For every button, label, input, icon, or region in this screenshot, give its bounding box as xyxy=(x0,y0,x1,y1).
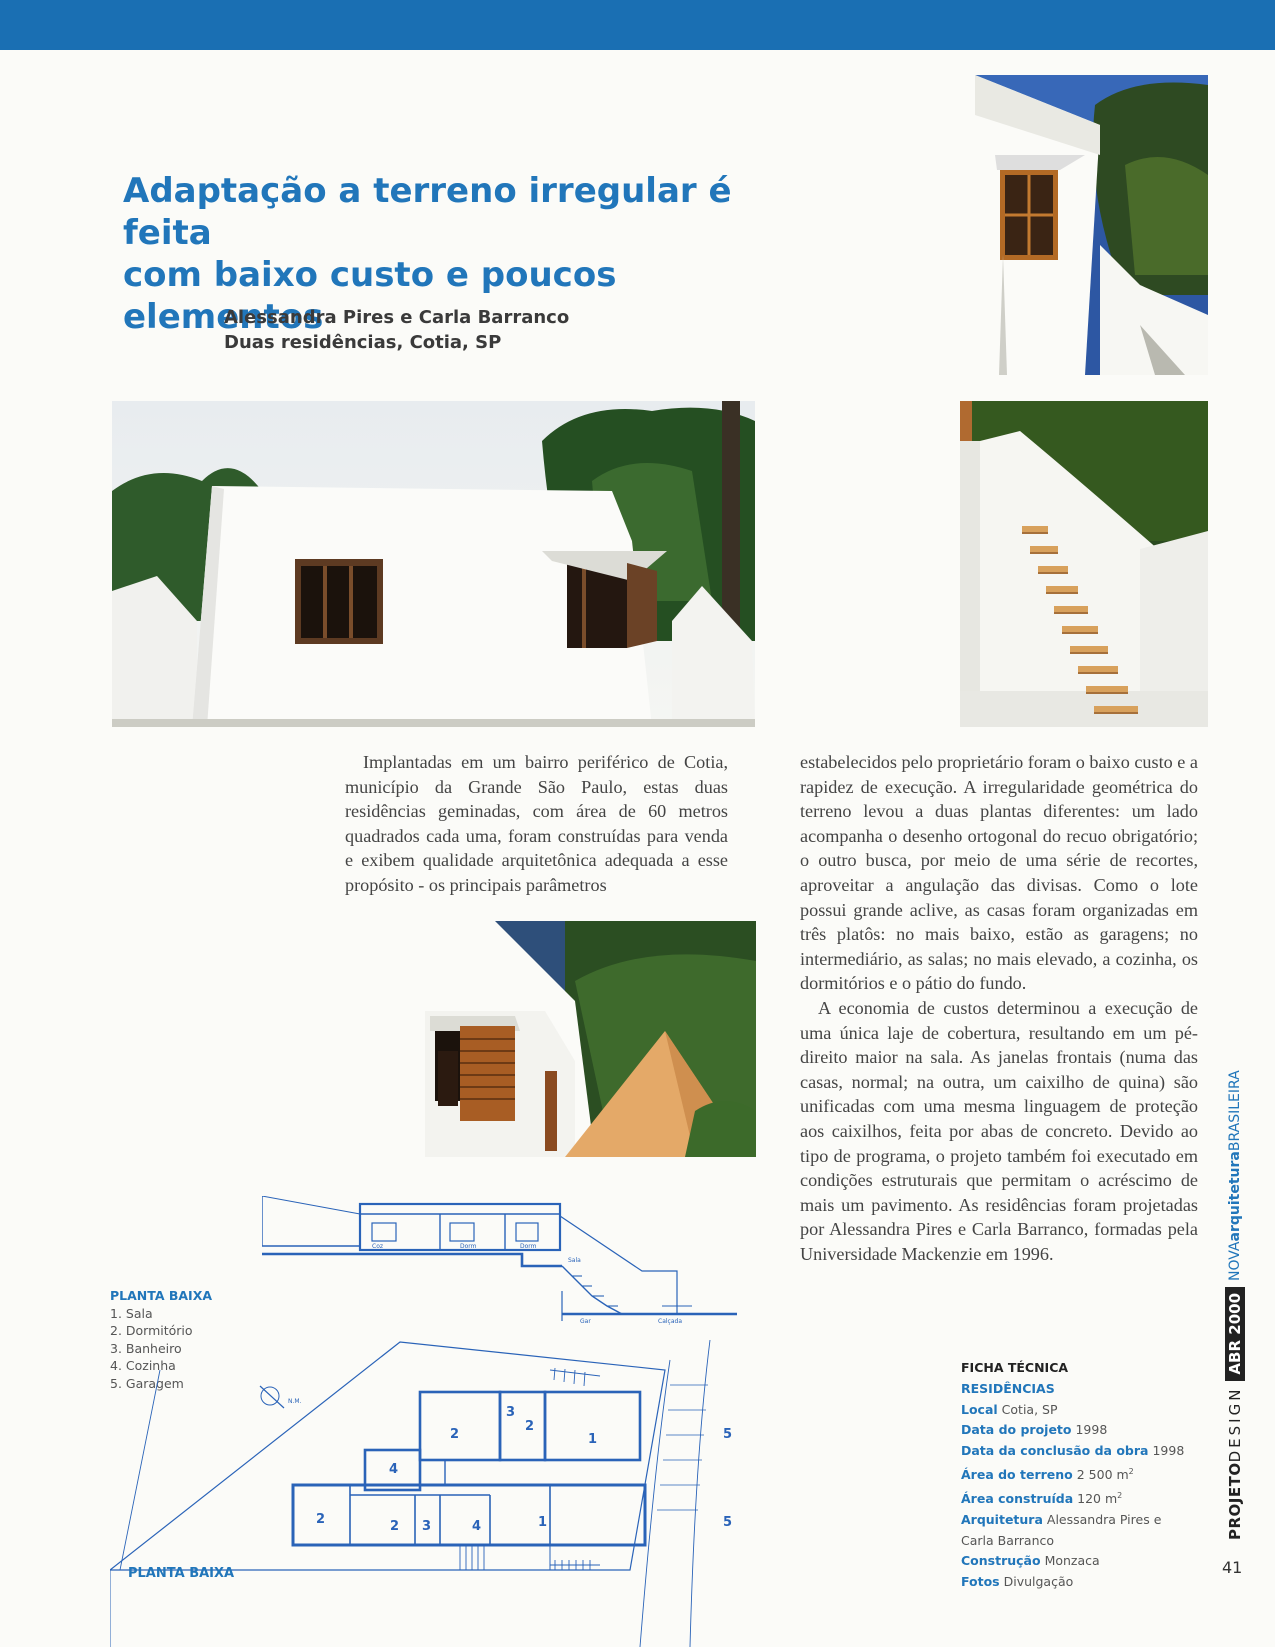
ficha-label: Local xyxy=(961,1401,998,1417)
ficha-row-terreno xyxy=(961,1462,1201,1486)
ficha-row-arquitetura xyxy=(961,1510,1201,1531)
staircase-photo xyxy=(960,401,1208,727)
room-number: 1 xyxy=(538,1515,548,1530)
room-number: 2 xyxy=(316,1512,326,1527)
ficha-row-construida xyxy=(961,1486,1201,1510)
room-number: 2 xyxy=(525,1419,535,1434)
section-label-sidewalk: Calçada xyxy=(658,1318,682,1325)
ficha-value: 2 500 m xyxy=(1076,1467,1129,1483)
ficha-value: 1998 xyxy=(1075,1422,1108,1438)
legend-title: PLANTA BAIXA xyxy=(110,1288,213,1303)
legend-item: 3. Banheiro xyxy=(110,1340,182,1356)
room-number: 1 xyxy=(588,1432,598,1447)
ficha-label: Construção xyxy=(961,1553,1041,1569)
room-number: 2 xyxy=(390,1519,400,1534)
magazine-name-light: DESIGN xyxy=(1226,1386,1244,1463)
floor-plan-caption: PLANTA BAIXA xyxy=(128,1566,235,1581)
section-label-garage: Gar xyxy=(580,1318,591,1325)
room-number: 3 xyxy=(506,1405,516,1420)
room-number: 4 xyxy=(472,1519,482,1534)
floor-plan-drawing xyxy=(110,1340,760,1647)
ficha-row-construcao xyxy=(961,1551,1201,1572)
room-number: 4 xyxy=(389,1462,399,1477)
ficha-subheading: RESIDÊNCIAS xyxy=(961,1380,1055,1396)
ficha-value: Alessandra Pires e xyxy=(1046,1511,1162,1527)
ficha-value: Divulgação xyxy=(1003,1574,1074,1590)
technical-sheet xyxy=(961,1358,1201,1593)
window-detail-photo xyxy=(345,921,756,1157)
article-paragraph-1-continued: estabelecidos pelo proprietário foram o baixo custo e a rapidez de execução. A irregularidade geométrica do terreno levou a duas plantas diferentes: um lado acompanha o desenho ortogonal do recuo obrigatório; o outro busca, por meio de uma série de recortes, aproveitar a angulação das divisas. Como o lote possui grande aclive, as casas foram organizadas em três platôs: no mais baixo, estão as garagens; no intermediário, as salas; no mais elevado, a cozinha, os dormitórios e o pátio do fundo. xyxy=(800,752,1198,994)
ficha-row-conclusao xyxy=(961,1441,1201,1462)
section-name-b: arquitetura xyxy=(1227,1151,1243,1242)
ficha-label: Data do projeto xyxy=(961,1422,1072,1438)
section-label-bedroom-2: Dorm xyxy=(520,1243,537,1250)
section-label-bedroom-1: Dorm xyxy=(460,1243,477,1250)
page-number: 41 xyxy=(1222,1558,1243,1577)
facade-photo xyxy=(112,401,755,727)
room-number: 2 xyxy=(450,1427,460,1442)
magazine-spine-label xyxy=(1222,1070,1248,1540)
project-location: Duas residências, Cotia, SP xyxy=(224,332,502,353)
ficha-value: 1998 xyxy=(1152,1443,1185,1459)
authors-names: Alessandra Pires e Carla Barranco xyxy=(224,307,570,328)
ficha-heading: FICHA TÉCNICA xyxy=(961,1360,1069,1375)
room-number: 5 xyxy=(723,1427,733,1442)
section-label-living-room: Sala xyxy=(568,1257,581,1264)
ficha-value: Cotia, SP xyxy=(1001,1401,1058,1417)
ficha-row-projeto xyxy=(961,1420,1201,1441)
ficha-value: Monzaca xyxy=(1044,1553,1100,1569)
ficha-row-arquitetura-cont: Carla Barranco xyxy=(961,1532,1055,1548)
unit-exponent: 2 xyxy=(1128,1466,1134,1476)
ficha-label: Fotos xyxy=(961,1574,1000,1590)
ficha-label: Área do terreno xyxy=(961,1467,1073,1483)
legend-item: 5. Garagem xyxy=(110,1375,184,1391)
top-color-bar xyxy=(0,0,1275,50)
ficha-value: 120 m xyxy=(1077,1491,1118,1507)
article-paragraph-2: A economia de custos determinou a execução de uma única laje de cobertura, resultando em um pé-direito maior na sala. As janelas frontais (numa das casas, normal; na outra, um caixilho de quina) são unificadas com uma mesma linguagem de proteção aos caixilhos, feita por abas de concreto. Devido ao tipo de programa, o projeto também foi executado em condições estruturais que permitam o acréscimo de mais um pavimento. As residências foram projetadas por Alessandra Pires e Carla Barranco, formadas pela Universidade Mackenzie em 1996. xyxy=(800,997,1198,1264)
room-number: 5 xyxy=(723,1515,733,1530)
legend-item: 4. Cozinha xyxy=(110,1358,176,1373)
ficha-label: Área construída xyxy=(961,1491,1074,1507)
title-line-1: Adaptação a terreno irregular é feita xyxy=(123,171,732,253)
article-column-1: Implantadas em um bairro periférico de Cotia, município da Grande São Paulo, estas duas residências geminadas, com área de 60 metros quadrados cada uma, foram construídas para venda e exibem qualidade arquitetônica adequada a esse propósito - os principais parâmetros xyxy=(345,752,728,895)
article-byline xyxy=(224,305,569,355)
article-column-2 xyxy=(800,750,1198,1266)
title-line-2: com baixo custo e poucos elementos xyxy=(123,255,617,337)
section-name-c: BRASILEIRA xyxy=(1227,1070,1243,1152)
legend-item: 2. Dormitório xyxy=(110,1323,193,1338)
ficha-row-fotos xyxy=(961,1572,1201,1593)
magazine-name-bold: PROJETO xyxy=(1226,1462,1244,1540)
north-label: N.M. xyxy=(288,1398,302,1405)
cross-section-drawing xyxy=(262,1196,737,1326)
room-number: 3 xyxy=(422,1519,432,1534)
ficha-label: Data da conclusão da obra xyxy=(961,1443,1149,1459)
unit-exponent: 2 xyxy=(1117,1490,1123,1500)
section-label-kitchen: Coz xyxy=(372,1243,384,1250)
section-name-a: NOVA xyxy=(1227,1241,1243,1281)
ficha-label: Arquitetura xyxy=(961,1511,1043,1527)
legend-item: 1. Sala xyxy=(110,1305,153,1321)
corner-window-photo xyxy=(975,75,1208,375)
ficha-row-local xyxy=(961,1400,1201,1421)
issue-date-badge: ABR 2000 xyxy=(1225,1287,1245,1381)
